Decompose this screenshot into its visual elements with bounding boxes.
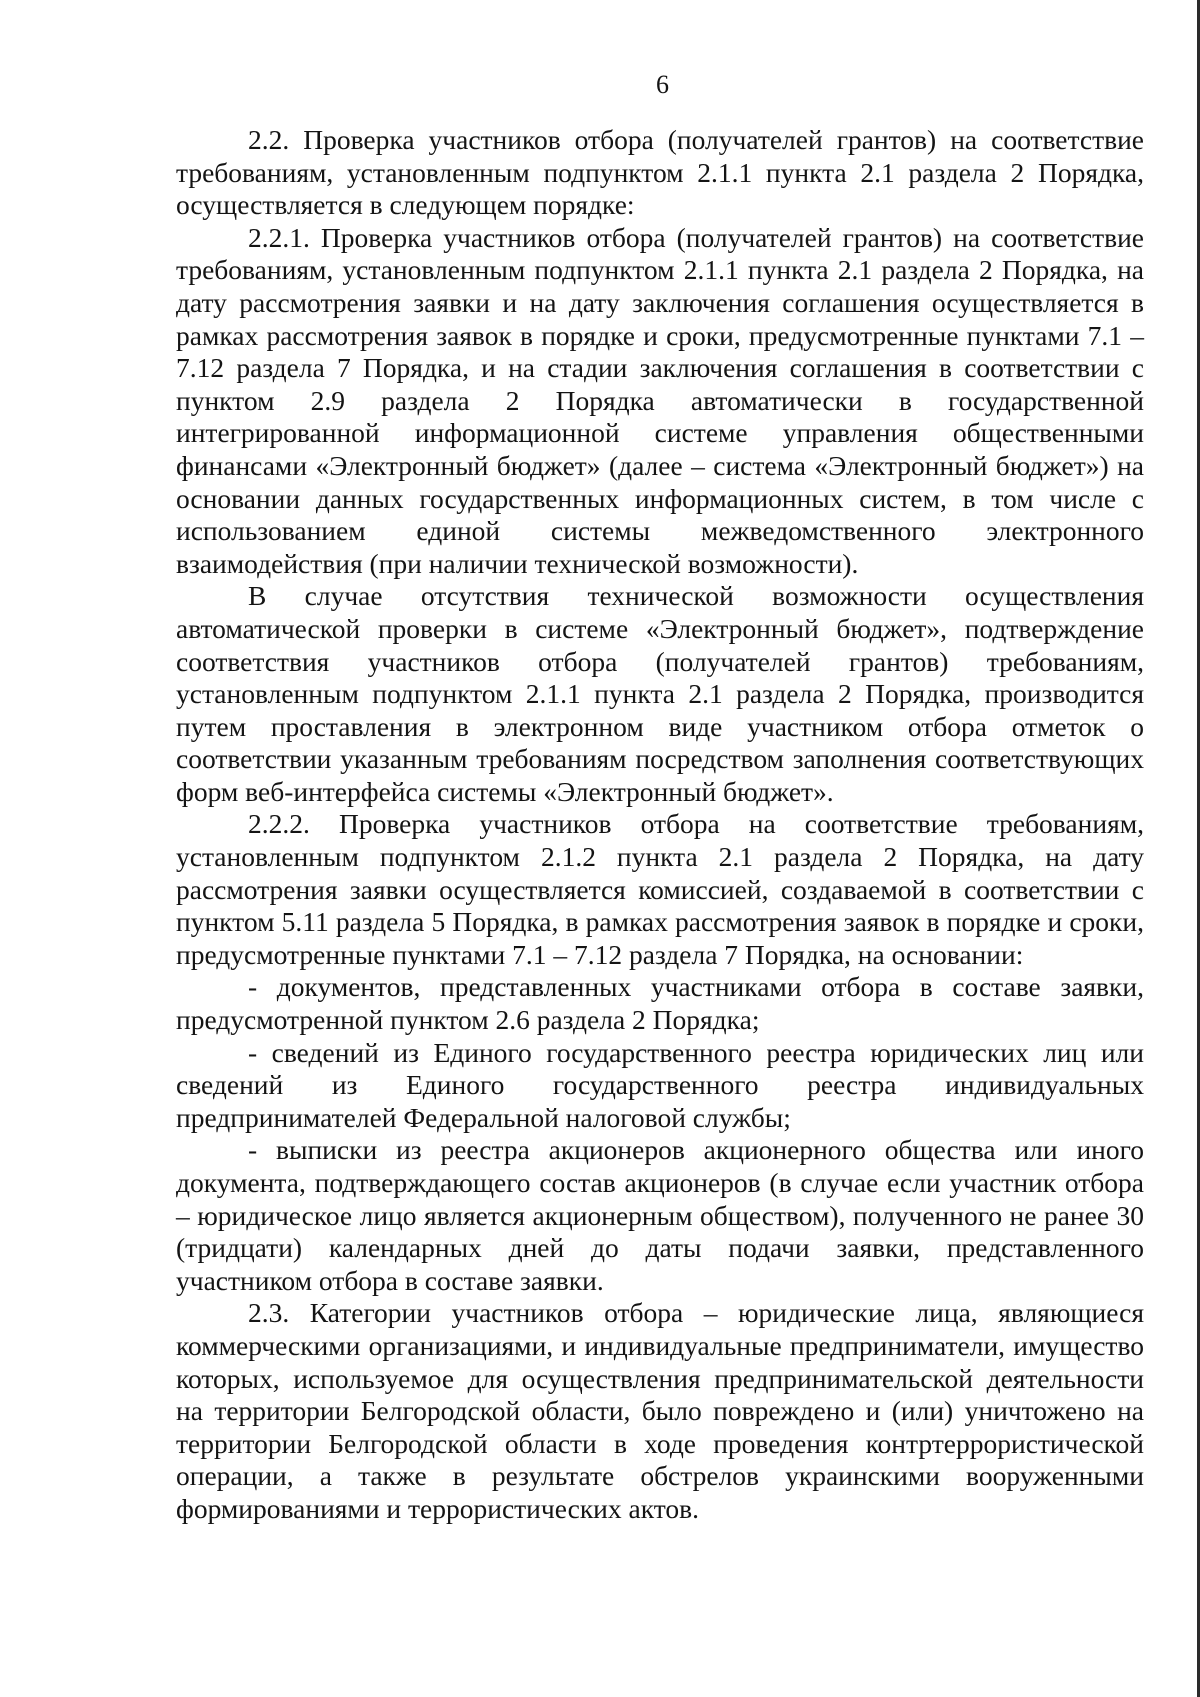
list-item-documents: - документов, представленных участниками отбора в составе заявки, предусмотренной пунктом 2.6 раздела 2 Порядка;	[176, 971, 1144, 1036]
paragraph-2-2-2: 2.2.2. Проверка участников отбора на соответствие требованиям, установленным подпунктом 2.1.2 пункта 2.1 раздела 2 Порядка, на дату рассмотрения заявки осуществляется комиссией, создаваемой в соответствии с пунктом 5.11 раздела 5 Порядка, в рамках рассмотрения заявок в порядке и сроки, предусмотренные пунктами 7.1 – 7.12 раздела 7 Порядка, на основании:	[176, 808, 1144, 970]
document-body	[176, 124, 1144, 1526]
paragraph-2-2: 2.2. Проверка участников отбора (получателей грантов) на соответствие требованиям, установленным подпунктом 2.1.1 пункта 2.1 раздела 2 Порядка, осуществляется в следующем порядке:	[176, 124, 1144, 221]
page-number: 6	[656, 70, 669, 99]
paragraph-no-technical-possibility: В случае отсутствия технической возможности осуществления автоматической проверки в системе «Электронный бюджет», подтверждение соответствия участников отбора (получателей грантов) требованиям, установленным подпунктом 2.1.1 пункта 2.1 раздела 2 Порядка, производится путем проставления в электронном виде участником отбора отметок о соответствии указанным требованиям посредством заполнения соответствующих форм веб-интерфейса системы «Электронный бюджет».	[176, 580, 1144, 807]
list-item-registry-info: - сведений из Единого государственного реестра юридических лиц или сведений из Единого государственного реестра индивидуальных предпринимателей Федеральной налоговой службы;	[176, 1036, 1144, 1133]
list-item-shareholder-extract: - выписки из реестра акционеров акционерного общества или иного документа, подтверждающего состав акционеров (в случае если участник отбора – юридическое лицо является акционерным обществом), полученного не ранее 30 (тридцати) календарных дней до даты подачи заявки, представленного участником отбора в составе заявки.	[176, 1134, 1144, 1296]
paragraph-2-2-1: 2.2.1. Проверка участников отбора (получателей грантов) на соответствие требованиям, установленным подпунктом 2.1.1 пункта 2.1 раздела 2 Порядка, на дату рассмотрения заявки и на дату заключения соглашения осуществляется в рамках рассмотрения заявок в порядке и сроки, предусмотренные пунктами 7.1 – 7.12 раздела 7 Порядка, и на стадии заключения соглашения в соответствии с пунктом 2.9 раздела 2 Порядка автоматически в государственной интегрированной информационной системе управления общественными финансами «Электронный бюджет» (далее – система «Электронный бюджет») на основании данных государственных информационных систем, в том числе с использованием единой системы межведомственного электронного взаимодействия (при наличии технической возможности).	[176, 221, 1144, 579]
paragraph-2-3: 2.3. Категории участников отбора – юридические лица, являющиеся коммерческими организациями, и индивидуальные предприниматели, имущество которых, используемое для осуществления предпринимательской деятельности на территории Белгородской области, было повреждено и (или) уничтожено на территории Белгородской области в ходе проведения контртеррористической операции, а также в результате обстрелов украинскими вооруженными формированиями и террористических актов.	[176, 1297, 1144, 1524]
